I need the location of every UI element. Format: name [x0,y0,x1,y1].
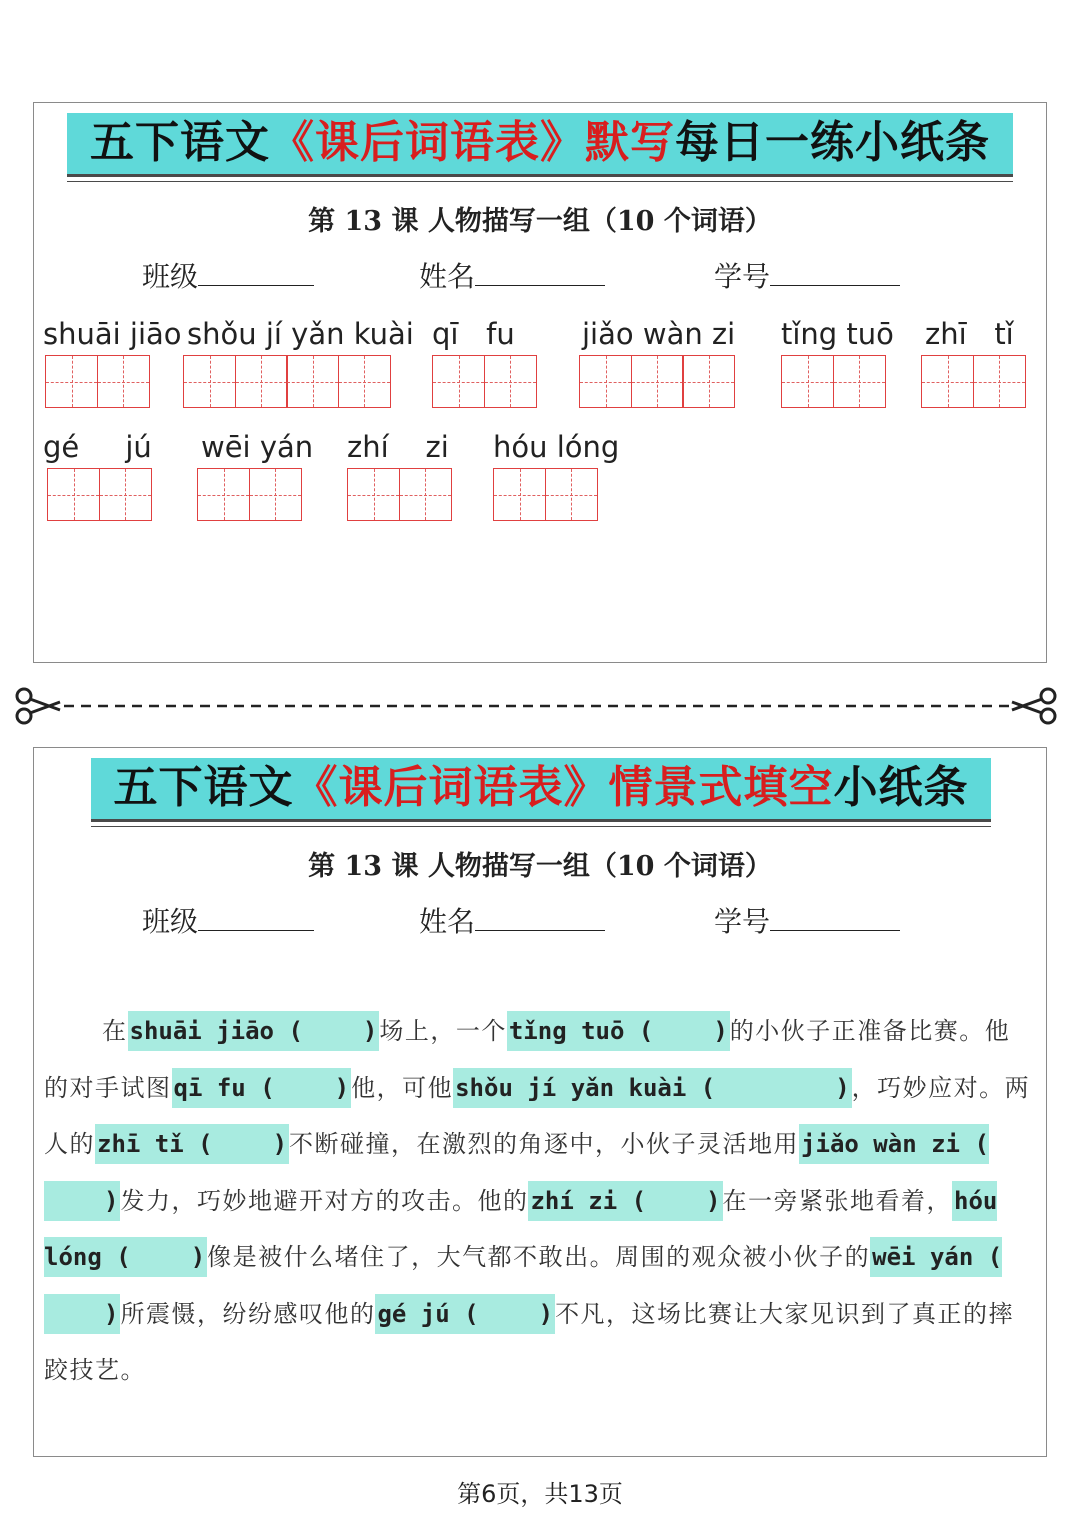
fill-blank[interactable] [95,1124,289,1164]
word-item [582,315,735,408]
writing-grid[interactable] [493,468,619,521]
title-highlight: 《课后词语表》情景式填空 [293,762,834,813]
fill-blank[interactable] [375,1294,555,1334]
grid-cell[interactable] [631,355,684,408]
passage-text: 他，可他 [351,1073,454,1102]
name-field[interactable] [419,255,605,295]
grid-cell[interactable] [545,468,598,521]
blank-close: ) [706,1186,721,1215]
fill-blank[interactable] [128,1011,380,1051]
blank-close: ) [104,1186,119,1215]
passage-text: 场上，一个 [379,1017,507,1045]
fill-blank-title-banner [91,758,991,822]
student-id-label: 学号 [714,905,771,938]
grid-cell[interactable] [183,355,236,408]
writing-grid[interactable] [197,468,313,521]
student-id-field[interactable] [714,255,900,295]
pinyin-label: zhí zi [347,430,449,464]
lesson-heading: 第 13 课 人物描写一组（10 个词语） [308,851,772,882]
pinyin-label: shuāi jiāo [43,317,182,351]
passage-text: 在 [102,1017,128,1045]
pinyin-label: gé jú [43,430,152,464]
pinyin-label: qī fu [432,317,515,351]
class-field[interactable] [142,900,314,940]
blank-pinyin: shǒu jí yǎn kuài ( [455,1073,716,1102]
blank-close: ) [713,1017,728,1045]
pinyin-label: hóu lóng [493,430,620,464]
passage-text: 不断碰撞，在激烈的角逐中，小伙子灵活地用 [289,1130,800,1158]
pinyin-label: tǐng tuō [781,317,894,351]
fill-blank[interactable] [453,1068,852,1108]
word-item [347,428,450,521]
student-id-blank[interactable] [770,259,900,286]
lesson-heading: 第 13 课 人物描写一组（10 个词语） [308,206,772,237]
grid-cell[interactable] [781,355,834,408]
grid-cell[interactable] [493,468,546,521]
page-number: 第6页，共13页 [457,1480,623,1508]
blank-pinyin: zhī tǐ ( [97,1130,213,1158]
pinyin-label: wēi yán [201,430,314,464]
grid-cell[interactable] [484,355,537,408]
grid-cell[interactable] [347,468,400,521]
grid-cell[interactable] [286,355,339,408]
class-field[interactable] [142,255,314,295]
student-id-blank[interactable] [770,904,900,931]
blank-close: ) [538,1299,554,1328]
title-grade: 五下语文 [90,117,270,168]
grid-cell[interactable] [45,355,98,408]
pinyin-label: shǒu jí yǎn kuài [187,317,414,351]
dictation-card [33,102,1047,663]
blank-close: ) [334,1073,350,1102]
story-passage [44,1003,1034,1399]
pinyin-label: jiǎo wàn zi [582,317,736,351]
passage-text: 在一旁紧张地看着， [722,1186,952,1215]
passage-text: 发力，巧妙地避开对方的攻击。他的 [120,1186,529,1215]
class-label: 班级 [142,260,199,293]
title-highlight: 《课后词语表》默写 [270,117,675,168]
blank-pinyin: gé jú ( [377,1299,479,1328]
grid-cell[interactable] [579,355,632,408]
passage-text: 不凡，这场比赛让大家见识到了真正的摔跤技艺。 [44,1299,1015,1384]
word-item [201,428,313,521]
word-item [781,315,894,408]
blank-close: ) [190,1243,206,1271]
fill-blank[interactable] [172,1068,352,1108]
passage-text: 的小伙子正准备比赛。他的对手试图 [44,1017,1011,1102]
passage-text: 像是被什么堵住了，大气都不敢出。周围的观众被小伙子的 [207,1243,871,1271]
word-item [43,315,182,408]
title-grade: 五下语文 [113,762,294,813]
blank-pinyin: hóu lóng ( [44,1186,998,1271]
blank-close: ) [272,1130,288,1158]
grid-cell[interactable] [249,468,302,521]
student-id-field[interactable] [714,900,900,940]
blank-pinyin: shuāi jiāo ( [129,1017,303,1045]
word-item [187,315,414,408]
blank-pinyin: qī fu ( [173,1073,275,1102]
writing-grid[interactable] [579,355,735,408]
name-label: 姓名 [419,905,476,938]
writing-grid[interactable] [432,355,535,408]
grid-cell[interactable] [833,355,886,408]
grid-cell[interactable] [197,468,250,521]
cut-line [12,686,1062,726]
blank-pinyin: jiǎo wàn zi ( [801,1130,989,1158]
writing-grid[interactable] [781,355,894,408]
name-label: 姓名 [419,260,476,293]
pinyin-label: zhī tǐ [925,317,1014,351]
writing-grid[interactable] [347,468,450,521]
writing-grid[interactable] [45,355,182,408]
scissors-left-icon [17,689,60,723]
grid-cell[interactable] [47,468,100,521]
blank-close: ) [104,1299,119,1328]
writing-grid[interactable] [921,355,1024,408]
grid-cell[interactable] [235,355,288,408]
passage-text: ，巧妙应对。两人的 [44,1073,1031,1158]
name-blank[interactable] [475,259,605,286]
blank-close: ) [362,1017,378,1045]
dictation-title-banner [67,113,1013,177]
grid-cell[interactable] [399,468,452,521]
blank-close: ) [835,1073,850,1102]
name-blank[interactable] [475,904,605,931]
fill-blank[interactable] [507,1011,730,1051]
word-item [432,315,535,408]
grid-cell[interactable] [921,355,974,408]
scissors-right-icon [1012,689,1055,723]
blank-pinyin: wēi yán ( [872,1243,1003,1271]
grid-cell[interactable] [99,468,152,521]
student-id-label: 学号 [714,260,771,293]
name-field[interactable] [419,900,605,940]
class-blank[interactable] [198,259,314,286]
blank-pinyin: zhí zi ( [530,1186,647,1215]
title-suffix: 每日一练小纸条 [675,117,990,168]
word-item [925,315,1024,408]
title-suffix: 小纸条 [833,762,969,813]
writing-grid[interactable] [47,468,152,521]
word-item [493,428,619,521]
word-item [43,428,152,521]
grid-cell[interactable] [432,355,485,408]
fill-blank-card [33,747,1047,1457]
grid-cell[interactable] [338,355,391,408]
fill-blank[interactable] [528,1181,722,1221]
grid-cell[interactable] [973,355,1026,408]
grid-cell[interactable] [97,355,150,408]
writing-grid[interactable] [183,355,414,408]
class-blank[interactable] [198,904,314,931]
class-label: 班级 [142,905,199,938]
grid-cell[interactable] [682,355,735,408]
passage-text: 所震慑，纷纷感叹他的 [120,1299,376,1328]
blank-pinyin: tǐng tuō ( [508,1017,654,1045]
